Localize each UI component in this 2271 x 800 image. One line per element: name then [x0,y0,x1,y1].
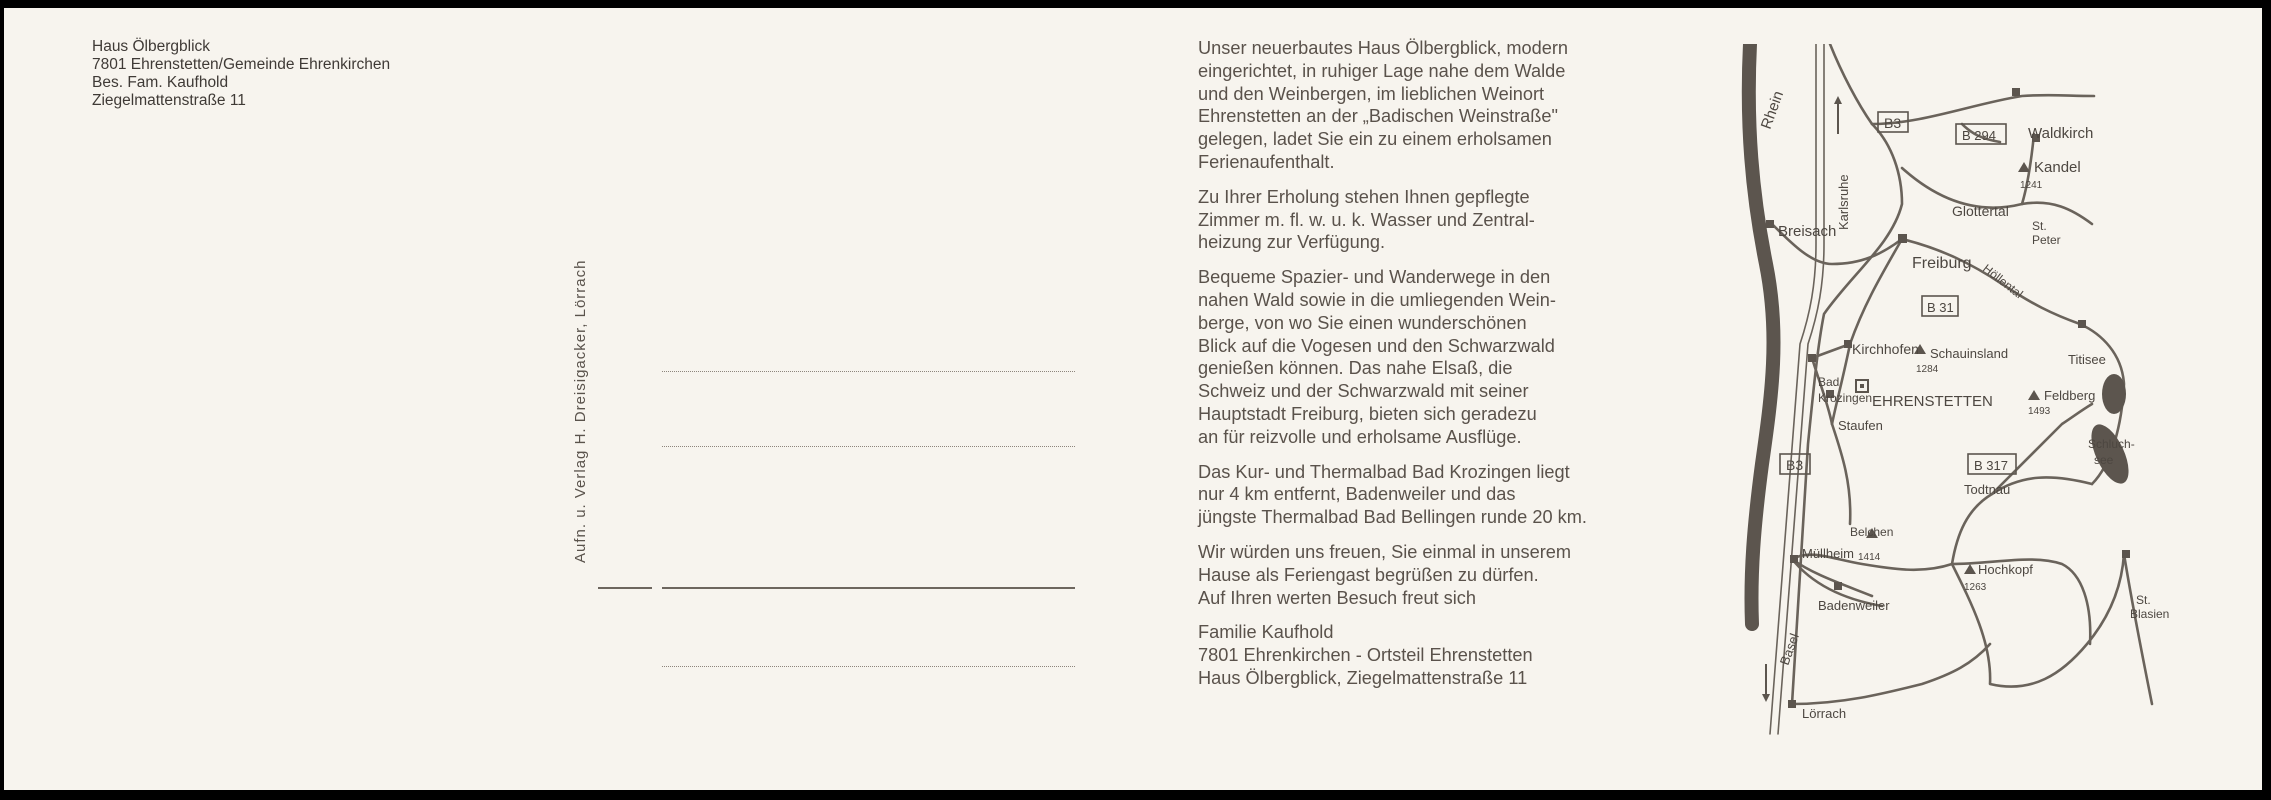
road-loerrach [1792,644,1990,704]
zip-line [598,587,652,589]
label-stpeter-2: Peter [2032,233,2061,247]
town-square-stblasien [2122,550,2130,558]
city-line [662,587,1075,589]
label-schauinsland: Schauinsland [1930,346,2009,361]
label-kandel-alt: 1241 [2020,180,2043,191]
description-text [1198,37,1668,702]
label-feldberg: Feldberg [2044,388,2096,403]
paragraph-intro: Unser neuerbautes Haus Ölbergblick, modern eingerichtet, in ruhiger Lage nahe dem Walde und den Weinbergen, im lieblichen Weinort Ehrenstetten an der „Badischen Weinstraße" gelegen, ladet Sie ein zu einem erholsamen Ferienaufenthalt. [1198,38,1569,172]
label-waldkirch: Waldkirch [2028,125,2094,142]
arrow-north-icon [1834,96,1842,134]
label-b3-top: B3 [1884,115,1902,131]
label-karlsruhe: Karlsruhe [1836,174,1851,230]
paragraph-spas: Das Kur- und Thermalbad Bad Krozingen liegt nur 4 km entfernt, Badenweiler und das jüngste Thermalbad Bad Bellingen runde 20 km. [1198,461,1587,528]
label-belchen: Belchen [1850,525,1894,539]
sender-line-3: Bes. Fam. Kaufhold [92,74,229,91]
address-line-3 [662,666,1075,667]
label-schauinsland-alt: 1284 [1916,364,1939,375]
label-b31: B 31 [1927,300,1954,315]
town-square-breisach [1766,220,1774,228]
label-badenweiler: Badenweiler [1818,598,1890,613]
paragraph-rooms: Zu Ihrer Erholung stehen Ihnen gepflegte Zimmer m. fl. w. u. k. Wasser und Zentral- heizung zur Verfügung. [1198,186,1535,253]
label-b317: B 317 [1974,458,2008,473]
label-muellheim: Müllheim [1802,546,1855,561]
label-schluchsee-1: Schluch- [2088,437,2135,451]
label-todtnau: Todtnau [1964,482,2011,497]
road-staufen-belchen [1832,424,1850,524]
sender-line-1: Haus Ölbergblick [92,38,211,55]
label-hochkopf-alt: 1263 [1964,582,1987,593]
label-badkrozingen-2: Krozingen [1818,391,1873,405]
region-map [1732,44,2222,744]
label-b294: B 294 [1962,128,1996,143]
arrow-south-icon [1762,664,1770,702]
town-square-waldkirch [2012,88,2020,96]
label-staufen: Staufen [1838,418,1883,433]
sender-line-2: 7801 Ehrenstetten/Gemeinde Ehrenkirchen [92,56,391,73]
label-basel: Basel [1776,631,1802,668]
sender-address [92,38,390,110]
label-stblasien-2: Blasien [2130,607,2170,621]
town-square-loerrach [1788,700,1796,708]
label-freiburg: Freiburg [1912,255,1972,272]
label-feldberg-alt: 1493 [2028,406,2051,417]
label-ehrenstetten: EHRENSTETTEN [1872,393,1993,410]
label-badkrozingen-1: Bad [1818,375,1840,389]
railway-south [1778,44,1824,734]
label-stblasien-1: St. [2136,593,2151,607]
paragraph-invitation: Wir würden uns freuen, Sie einmal in unserem Hause als Feriengast begrüßen zu dürfen. Auf Ihren werten Besuch freut sich [1198,541,1572,608]
sender-line-4: Ziegelmattenstraße 11 [92,92,246,109]
label-kirchhofen: Kirchhofen [1852,341,1919,357]
label-glottertal: Glottertal [1952,203,2009,219]
ehrenstetten-marker-dot [1860,384,1864,388]
label-b3-mid: B3 [1786,457,1804,473]
label-stpeter-1: St. [2032,219,2047,233]
label-titisee: Titisee [2068,352,2106,367]
town-square-titisee [2078,320,2086,328]
road-b294 [1872,95,2094,124]
address-line-2 [662,446,1075,447]
town-square-muellheim [1790,555,1798,563]
publisher-credit: Aufn. u. Verlag H. Dreisigacker, Lörrach [572,259,589,563]
town-square-badenweiler [1834,582,1842,590]
town-square-freiburg [1898,234,1907,243]
paragraph-signature: Familie Kaufhold 7801 Ehrenkirchen - Ortsteil Ehrenstetten Haus Ölbergblick, Ziegelmattenstraße 11 [1198,622,1533,688]
label-belchen-alt: 1414 [1858,552,1881,563]
label-schluchsee-2: see [2094,453,2114,467]
road-stblasien [2124,554,2152,704]
label-loerrach: Lörrach [1802,706,1847,721]
town-square-kirchhofen [1844,340,1852,348]
postcard [4,8,2262,790]
label-breisach: Breisach [1778,223,1837,240]
label-rhein: Rhein [1757,88,1788,132]
mountain-hochkopf-icon [1964,564,1976,574]
titisee-lake [2102,374,2126,414]
label-kandel: Kandel [2034,159,2081,176]
town-square-badkrozingen [1808,354,1816,362]
label-hoellental: Höllental [1980,261,2026,302]
address-line-1 [662,371,1075,372]
rhine-river [1749,44,1774,624]
paragraph-walks: Bequeme Spazier- und Wanderwege in den nahen Wald sowie in die umliegenden Wein- berge, von wo Sie einen wunderschönen Blick auf die Vogesen und den Schwarzwald genießen können. Das nahe Elsaß, die Schweiz und der Schwarzwald mit seiner Hauptstadt Freiburg, bieten sich geradezu an für reizvolle und erholsame Ausflüge. [1198,267,1556,447]
mountain-feldberg-icon [2028,390,2040,400]
label-hochkopf: Hochkopf [1978,562,2033,577]
mountain-kandel-icon [2018,162,2030,172]
